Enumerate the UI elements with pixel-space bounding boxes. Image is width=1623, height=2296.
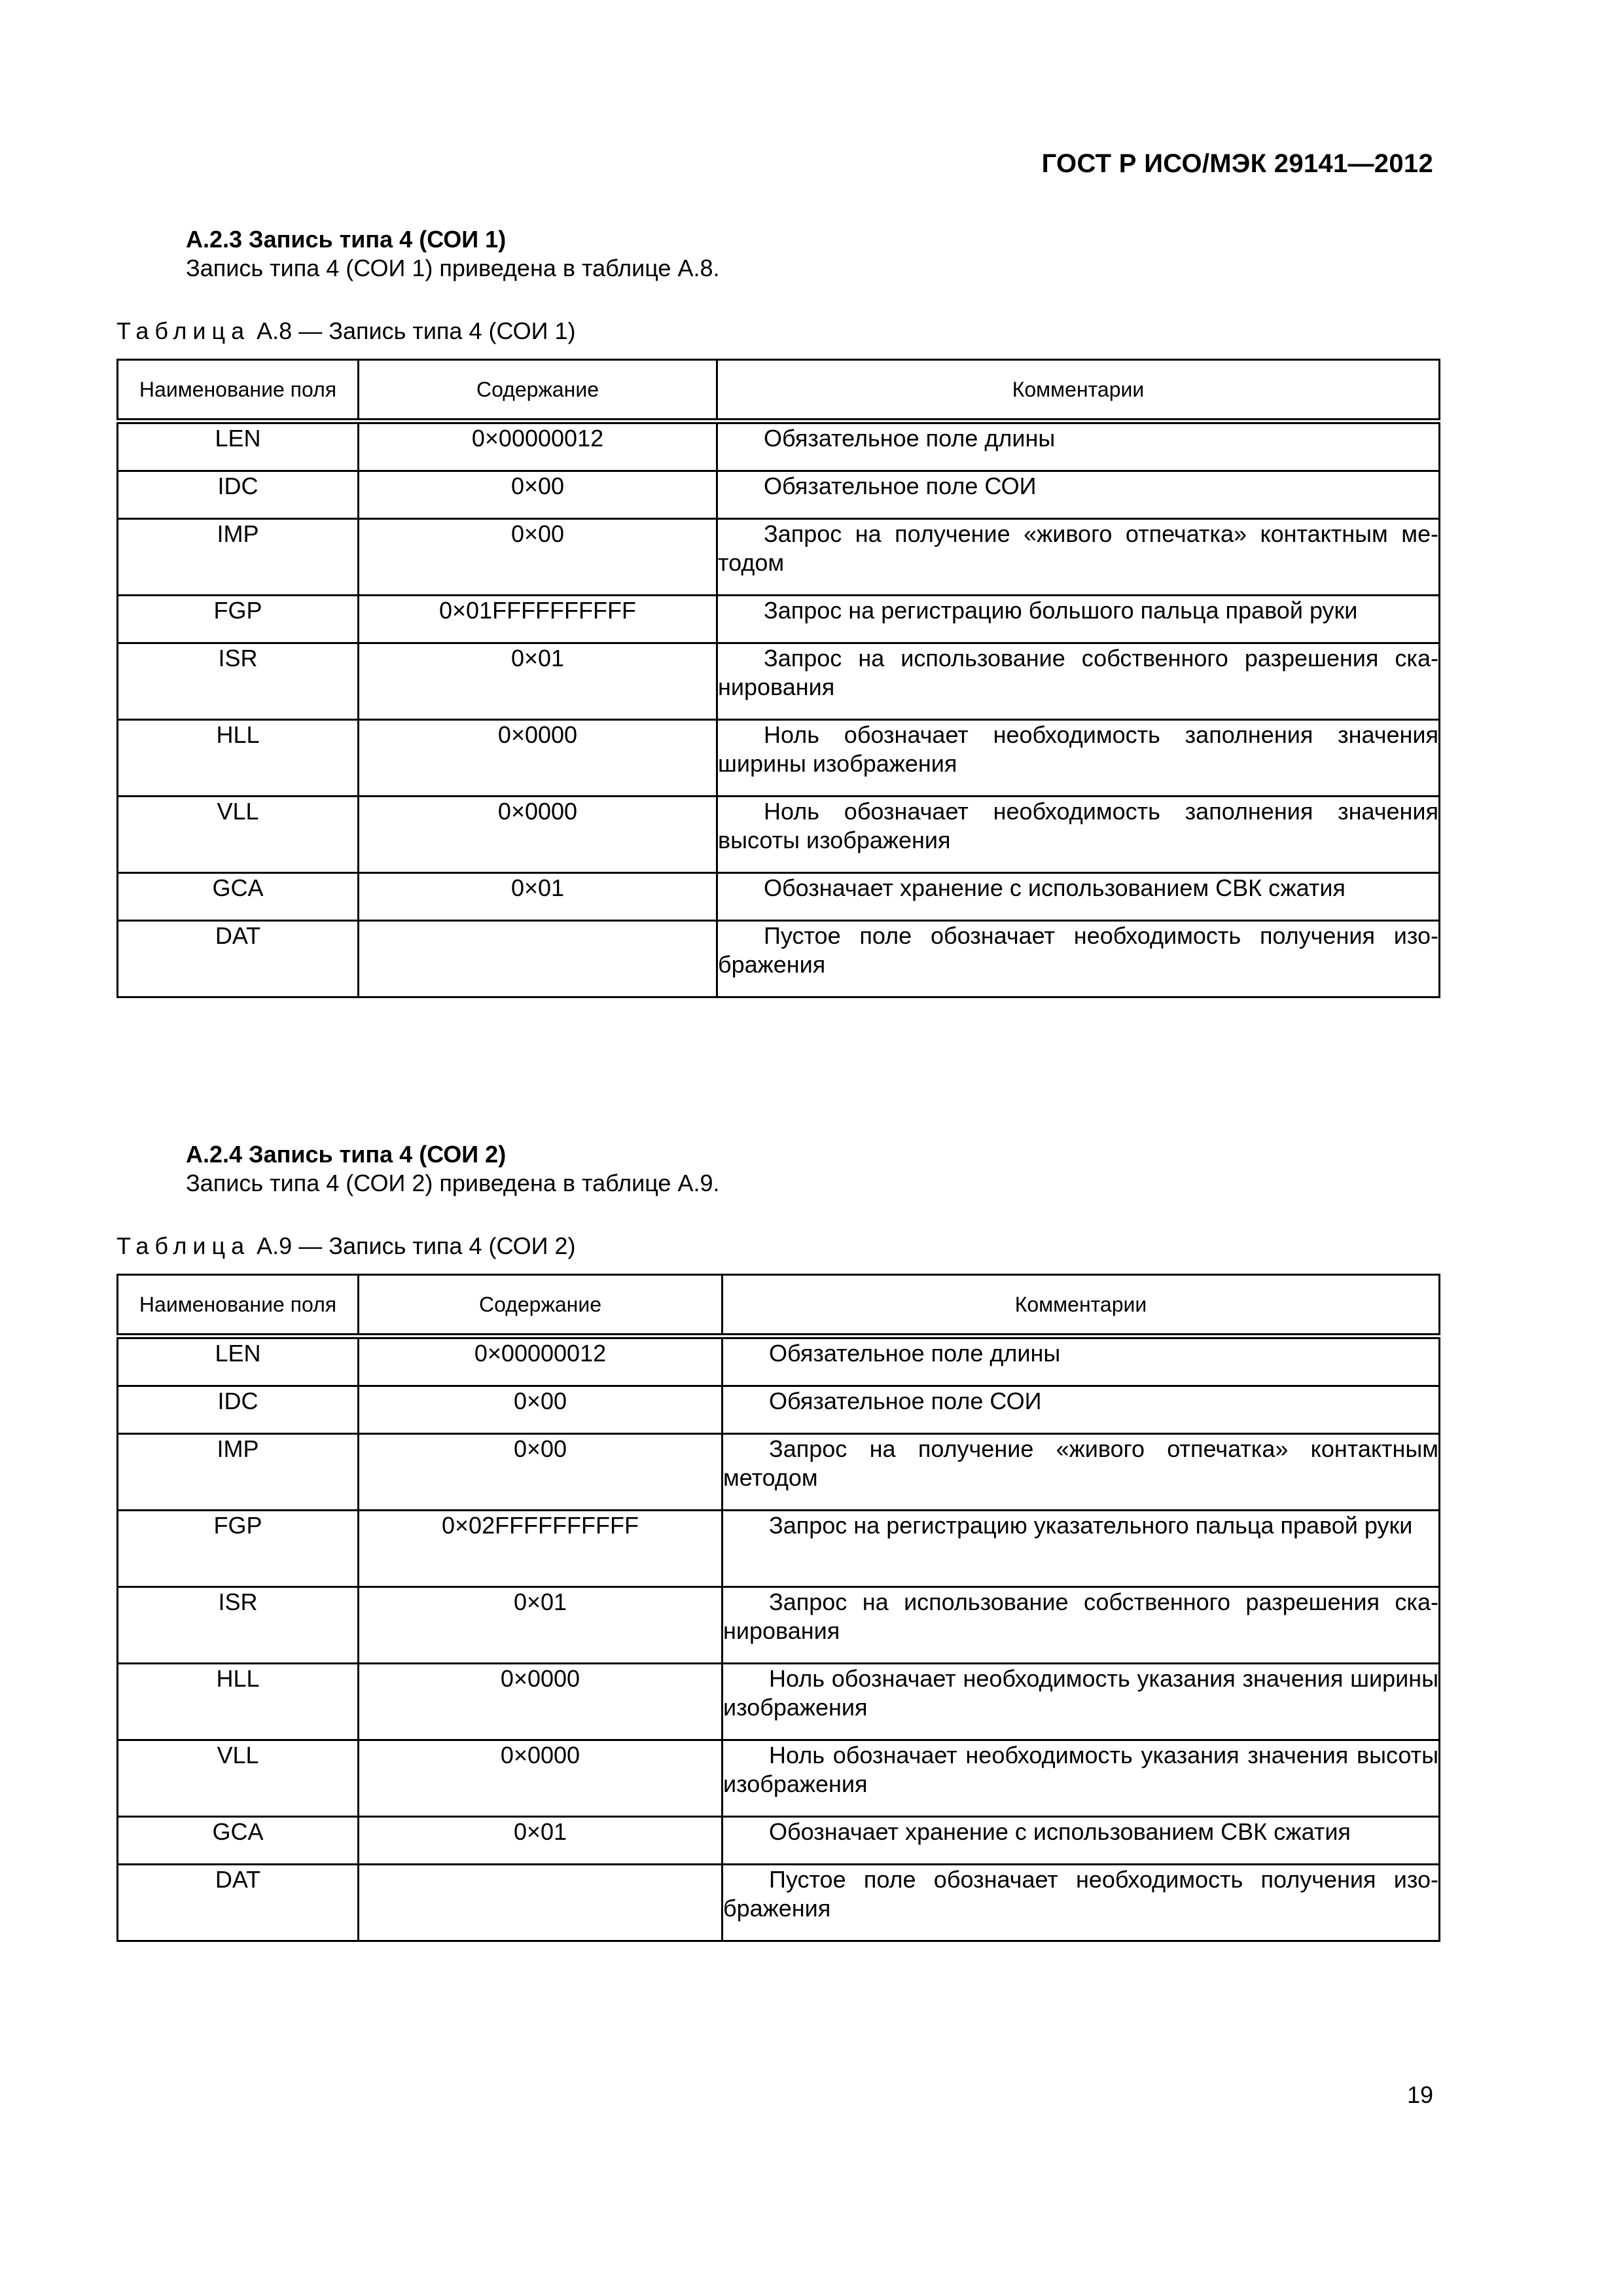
table-header-row bbox=[118, 1275, 1440, 1336]
table-row bbox=[118, 596, 1440, 643]
table-a9 bbox=[116, 1274, 1440, 1942]
header-cell: Наименование поля bbox=[118, 360, 359, 422]
table-row bbox=[118, 643, 1440, 720]
table-row bbox=[118, 1865, 1440, 1941]
section-text: Запись типа 4 (СОИ 2) приведена в таблице А.9. bbox=[186, 1170, 720, 1196]
field-value: 0×0000 bbox=[359, 797, 717, 873]
field-comment: Обязательное поле длины bbox=[722, 1336, 1440, 1386]
field-comment: Пустое поле обозначает необходимость получения изображения bbox=[722, 1865, 1440, 1941]
field-name: FGP bbox=[118, 596, 359, 643]
field-name: IMP bbox=[118, 519, 359, 596]
table-row bbox=[118, 519, 1440, 596]
field-name: ISR bbox=[118, 1587, 359, 1664]
field-comment: Обозначает хранение с использованием СВК сжатия bbox=[722, 1817, 1440, 1865]
section-title: А.2.3 Запись типа 4 (СОИ 1) bbox=[186, 226, 507, 253]
field-comment: Ноль обозначает необходимость указания значения ширины изображения bbox=[722, 1664, 1440, 1740]
field-name: HLL bbox=[118, 720, 359, 797]
table-row bbox=[118, 1386, 1440, 1434]
field-comment: Запрос на использование собственного разрешения сканирования bbox=[722, 1587, 1440, 1664]
table-row bbox=[118, 720, 1440, 797]
table-row bbox=[118, 1587, 1440, 1664]
page-number: 19 bbox=[1406, 2081, 1433, 2108]
field-name: DAT bbox=[118, 1865, 359, 1941]
table-row bbox=[118, 1740, 1440, 1817]
field-value bbox=[359, 921, 717, 997]
field-comment: Пустое поле обозначает необходимость получения изображения bbox=[717, 921, 1440, 997]
field-comment: Запрос на получение «живого отпечатка» контактным методом bbox=[722, 1434, 1440, 1511]
field-comment: Запрос на регистрацию большого пальца правой руки bbox=[717, 596, 1440, 643]
caption-text: А.9 — Запись типа 4 (СОИ 2) bbox=[250, 1232, 576, 1259]
field-value: 0×01 bbox=[359, 1817, 722, 1865]
caption-text: А.8 — Запись типа 4 (СОИ 1) bbox=[250, 317, 576, 344]
field-name: GCA bbox=[118, 873, 359, 921]
field-value: 0×0000 bbox=[359, 1664, 722, 1740]
field-value: 0×00000012 bbox=[359, 1336, 722, 1386]
field-comment: Обязательное поле длины bbox=[717, 422, 1440, 471]
field-value: 0×01 bbox=[359, 643, 717, 720]
field-value: 0×0000 bbox=[359, 1740, 722, 1817]
field-name: DAT bbox=[118, 921, 359, 997]
field-value: 0×01 bbox=[359, 873, 717, 921]
field-value: 0×0000 bbox=[359, 720, 717, 797]
field-value: 0×02FFFFFFFFFF bbox=[359, 1511, 722, 1587]
field-value: 0×00 bbox=[359, 471, 717, 519]
field-comment: Запрос на получение «живого отпечатка» контактным методом bbox=[717, 519, 1440, 596]
table-a8 bbox=[116, 359, 1440, 998]
field-comment: Обязательное поле СОИ bbox=[722, 1386, 1440, 1434]
field-comment: Обозначает хранение с использованием СВК сжатия bbox=[717, 873, 1440, 921]
caption-prefix: Таблица bbox=[116, 1232, 251, 1259]
field-value: 0×00 bbox=[359, 1386, 722, 1434]
field-value: 0×00 bbox=[359, 1434, 722, 1511]
field-name: VLL bbox=[118, 1740, 359, 1817]
table-row bbox=[118, 1434, 1440, 1511]
field-name: LEN bbox=[118, 422, 359, 471]
field-name: HLL bbox=[118, 1664, 359, 1740]
field-comment: Ноль обозначает необходимость указания значения высоты изображения bbox=[722, 1740, 1440, 1817]
field-name: ISR bbox=[118, 643, 359, 720]
field-value: 0×00000012 bbox=[359, 422, 717, 471]
table-row bbox=[118, 873, 1440, 921]
table-row bbox=[118, 1817, 1440, 1865]
field-comment: Обязательное поле СОИ bbox=[717, 471, 1440, 519]
field-name: FGP bbox=[118, 1511, 359, 1587]
field-name: GCA bbox=[118, 1817, 359, 1865]
field-value: 0×00 bbox=[359, 519, 717, 596]
field-comment: Ноль обозначает необходимость заполнения значения ширины изображения bbox=[717, 720, 1440, 797]
header-cell: Комментарии bbox=[722, 1275, 1440, 1336]
field-value: 0×01FFFFFFFFFF bbox=[359, 596, 717, 643]
table-row bbox=[118, 1511, 1440, 1587]
table-row bbox=[118, 1336, 1440, 1386]
table-row bbox=[118, 1664, 1440, 1740]
field-value bbox=[359, 1865, 722, 1941]
header-cell: Содержание bbox=[359, 1275, 722, 1336]
field-name: IMP bbox=[118, 1434, 359, 1511]
header-cell: Наименование поля bbox=[118, 1275, 359, 1336]
table-row bbox=[118, 471, 1440, 519]
section-title: А.2.4 Запись типа 4 (СОИ 2) bbox=[186, 1141, 507, 1168]
table-row bbox=[118, 921, 1440, 997]
table-header-row bbox=[118, 360, 1440, 422]
header-cell: Комментарии bbox=[717, 360, 1440, 422]
field-name: IDC bbox=[118, 1386, 359, 1434]
document-code: ГОСТ Р ИСО/МЭК 29141—2012 bbox=[1041, 149, 1433, 178]
section-text: Запись типа 4 (СОИ 1) приведена в таблице А.8. bbox=[186, 255, 720, 281]
table-row bbox=[118, 797, 1440, 873]
field-name: IDC bbox=[118, 471, 359, 519]
section-a24 bbox=[186, 1140, 719, 1198]
caption-prefix: Таблица bbox=[116, 317, 251, 344]
field-comment: Запрос на использование собственного разрешения сканирования bbox=[717, 643, 1440, 720]
field-comment: Ноль обозначает необходимость заполнения значения высоты изображения bbox=[717, 797, 1440, 873]
section-a23 bbox=[186, 225, 719, 283]
field-name: LEN bbox=[118, 1336, 359, 1386]
field-comment: Запрос на регистрацию указательного пальца правой руки bbox=[722, 1511, 1440, 1587]
field-name: VLL bbox=[118, 797, 359, 873]
table-caption-a9 bbox=[116, 1232, 576, 1261]
table-caption-a8 bbox=[116, 317, 576, 346]
field-value: 0×01 bbox=[359, 1587, 722, 1664]
header-cell: Содержание bbox=[359, 360, 717, 422]
table-row bbox=[118, 422, 1440, 471]
